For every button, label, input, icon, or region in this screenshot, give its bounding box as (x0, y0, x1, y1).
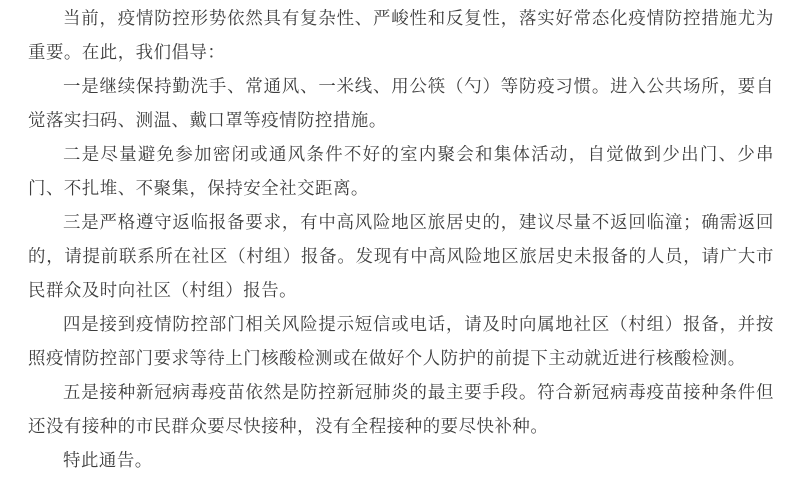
paragraph-intro: 当前，疫情防控形势依然具有复杂性、严峻性和反复性，落实好常态化疫情防控措施尤为重要。在此，我们倡导： (28, 9, 774, 63)
paragraph-item-4: 四是接到疫情防控部门相关风险提示短信或电话，请及时向属地社区（村组）报备，并按照疫情防控部门要求等待上门核酸检测或在做好个人防护的前提下主动就近进行核酸检测。 (28, 315, 774, 369)
paragraph-item-5: 五是接种新冠病毒疫苗依然是防控新冠肺炎的最主要手段。符合新冠病毒疫苗接种条件但还没有接种的市民群众要尽快接种，没有全程接种的要尽快补种。 (28, 383, 774, 437)
paragraph-item-3: 三是严格遵守返临报备要求，有中高风险地区旅居史的，建议尽量不返回临潼；确需返回的，请提前联系所在社区（村组）报备。发现有中高风险地区旅居史未报备的人员，请广大市民群众及时向社区（村组）报告。 (28, 213, 774, 301)
paragraph-closing: 特此通告。 (63, 451, 153, 471)
paragraph-item-2: 二是尽量避免参加密闭或通风条件不好的室内聚会和集体活动，自觉做到少出门、少串门、不扎堆、不聚集，保持安全社交距离。 (28, 145, 774, 199)
paragraph-item-1: 一是继续保持勤洗手、常通风、一米线、用公筷（勺）等防疫习惯。进入公共场所，要自觉落实扫码、测温、戴口罩等疫情防控措施。 (28, 77, 774, 131)
